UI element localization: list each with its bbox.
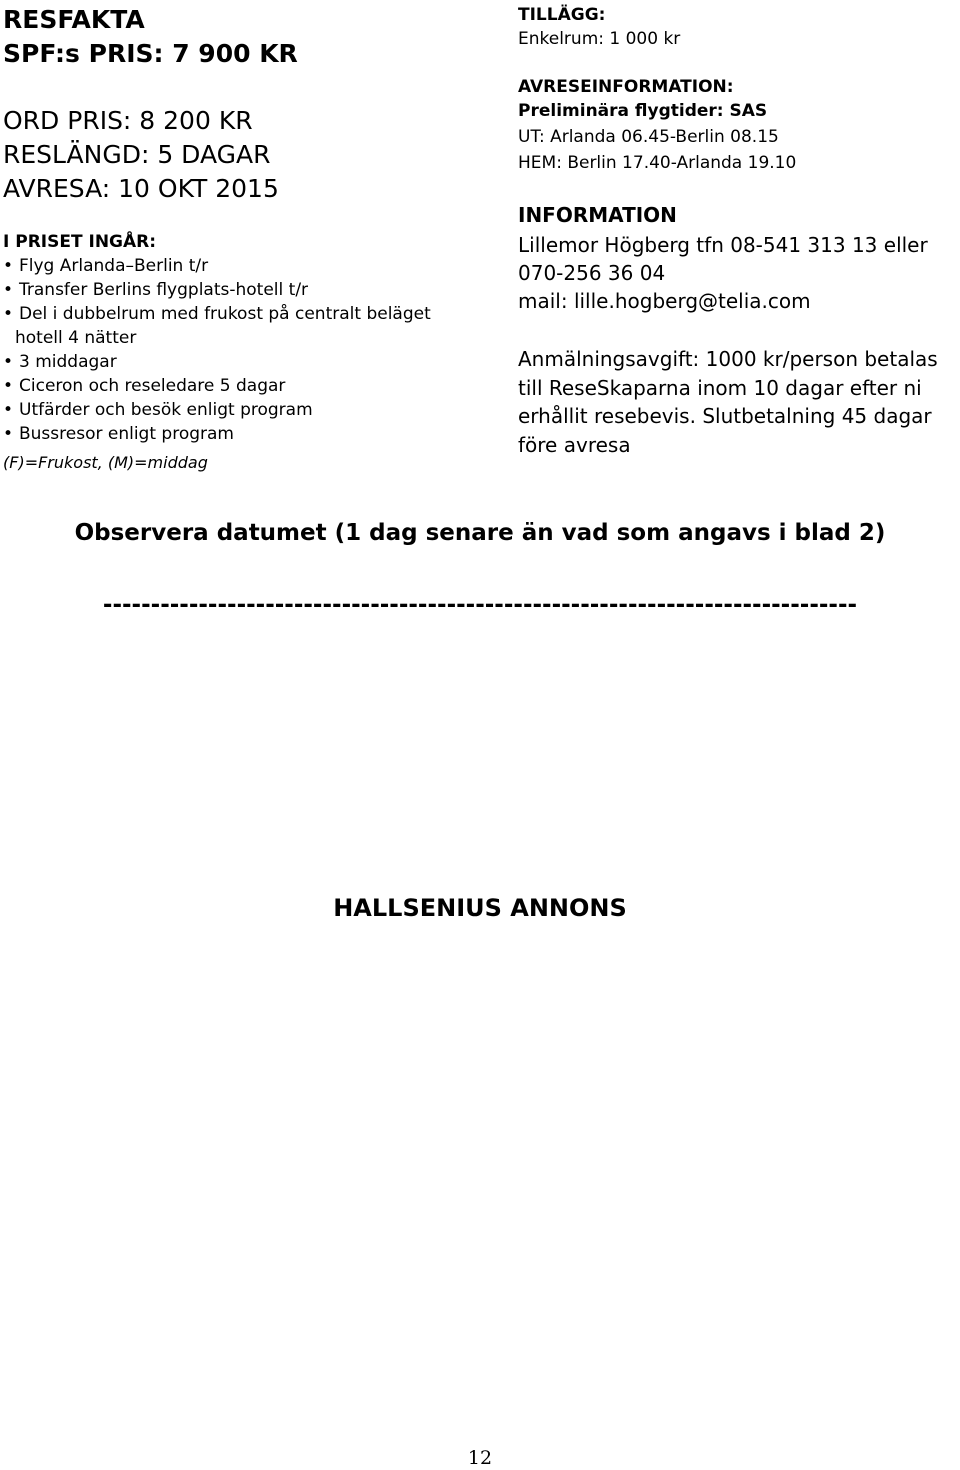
- meal-legend-note: (F)=Frukost, (M)=middag: [3, 453, 208, 472]
- bullet-icon: •: [3, 352, 14, 372]
- departure-info-heading: AVRESEINFORMATION:: [518, 77, 734, 97]
- contact-email: mail: lille.hogberg@telia.com: [518, 289, 811, 313]
- bullet-icon: •: [3, 400, 14, 420]
- ordinary-price: ORD PRIS: 8 200 KR: [3, 106, 253, 135]
- trip-facts-title: RESFAKTA: [3, 5, 145, 34]
- fee-line: före avresa: [518, 433, 631, 457]
- included-item-text: Transfer Berlins flygplats-hotell t/r: [19, 280, 309, 300]
- bullet-icon: •: [3, 376, 14, 396]
- included-item-text: Utfärder och besök enligt program: [19, 400, 313, 420]
- dashed-divider: -------------------------------------------------------------------------------: [102, 592, 858, 618]
- fee-line: Anmälningsavgift: 1000 kr/person betalas: [518, 347, 938, 371]
- date-notice: Observera datumet (1 dag senare än vad som angavs i blad 2): [74, 520, 886, 546]
- included-item: [3, 302, 431, 326]
- spf-price: SPF:s PRIS: 7 900 KR: [3, 39, 298, 68]
- trip-length: RESLÄNGD: 5 DAGAR: [3, 140, 271, 169]
- included-item: [3, 350, 117, 374]
- bullet-icon: •: [3, 256, 14, 276]
- departure-date: AVRESA: 10 OKT 2015: [3, 174, 279, 203]
- bullet-icon: •: [3, 304, 14, 324]
- information-heading: INFORMATION: [518, 203, 677, 227]
- fee-line: till ReseSkaparna inom 10 dagar efter ni: [518, 376, 922, 400]
- included-item-continuation: hotell 4 nätter: [15, 328, 137, 348]
- page-number: 12: [467, 1447, 493, 1469]
- flight-return: HEM: Berlin 17.40-Arlanda 19.10: [518, 153, 797, 173]
- included-item: [3, 278, 308, 302]
- included-heading: I PRISET INGÅR:: [3, 232, 157, 252]
- included-item: [3, 374, 285, 398]
- flight-times-heading: Preliminära flygtider: SAS: [518, 101, 768, 121]
- included-item-text: 3 middagar: [19, 352, 117, 372]
- included-item-text: Del i dubbelrum med frukost på centralt beläget: [19, 304, 431, 324]
- addon-single-room: Enkelrum: 1 000 kr: [518, 29, 681, 49]
- advert-placeholder: HALLSENIUS ANNONS: [333, 894, 627, 922]
- contact-line: Lillemor Högberg tfn 08-541 313 13 eller: [518, 233, 928, 257]
- fee-line: erhållit resebevis. Slutbetalning 45 dagar: [518, 404, 932, 428]
- included-item: [3, 422, 234, 446]
- bullet-icon: •: [3, 280, 14, 300]
- bullet-icon: •: [3, 424, 14, 444]
- flight-outbound: UT: Arlanda 06.45-Berlin 08.15: [518, 127, 779, 147]
- included-item-text: Ciceron och reseledare 5 dagar: [19, 376, 286, 396]
- included-item: [3, 254, 208, 278]
- included-item: [3, 398, 313, 422]
- included-item-text: Flyg Arlanda–Berlin t/r: [19, 256, 209, 276]
- contact-line: 070-256 36 04: [518, 261, 666, 285]
- addon-heading: TILLÄGG:: [518, 5, 606, 25]
- included-item-text: Bussresor enligt program: [19, 424, 234, 444]
